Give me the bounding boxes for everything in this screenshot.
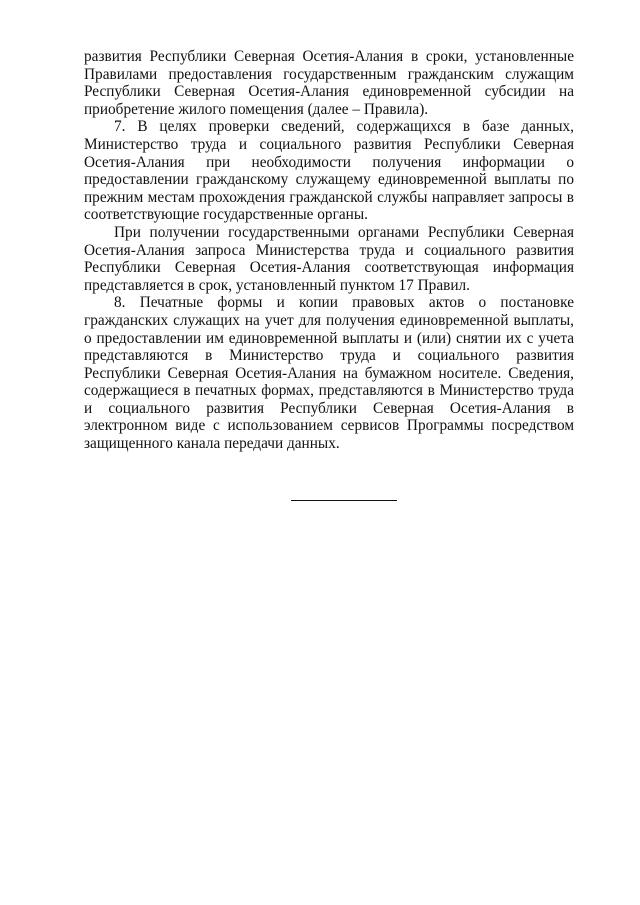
document-body — [84, 48, 574, 453]
paragraph-item-7: 7. В целях проверки сведений, содержащихся в базе данных, Министерство труда и социального развития Республики Северная Осетия-Алания при необходимости получения информации о предоставлении гражданскому служащему единовременной выплаты по прежним местам прохождения гражданской службы направляет запросы в соответствующие государственные органы. — [84, 118, 574, 224]
paragraph-continuation: развития Республики Северная Осетия-Алания в сроки, установленные Правилами предоставления государственным гражданским служащим Республики Северная Осетия-Алания единовременной субсидии на приобретение жилого помещения (далее – Правила). — [84, 48, 574, 118]
paragraph-item-8: 8. Печатные формы и копии правовых актов о постановке гражданских служащих на учет для получения единовременной выплаты, о предоставлении им единовременной выплаты и (или) снятии их с учета представляются в Министерство труда и социального развития Республики Северная Осетия-Алания на бумажном носителе. Сведения, содержащиеся в печатных формах, представляются в Министерство труда и социального развития Республики Северная Осетия-Алания в электронном виде с использованием сервисов Программы посредством защищенного канала передачи данных. — [84, 294, 574, 453]
paragraph-item-7-response: При получении государственными органами Республики Северная Осетия-Алания запроса Министерства труда и социального развития Республики Северная Осетия-Алания соответствующая информация представляется в срок, установленный пунктом 17 Правил. — [84, 223, 574, 294]
end-rule — [291, 500, 397, 501]
